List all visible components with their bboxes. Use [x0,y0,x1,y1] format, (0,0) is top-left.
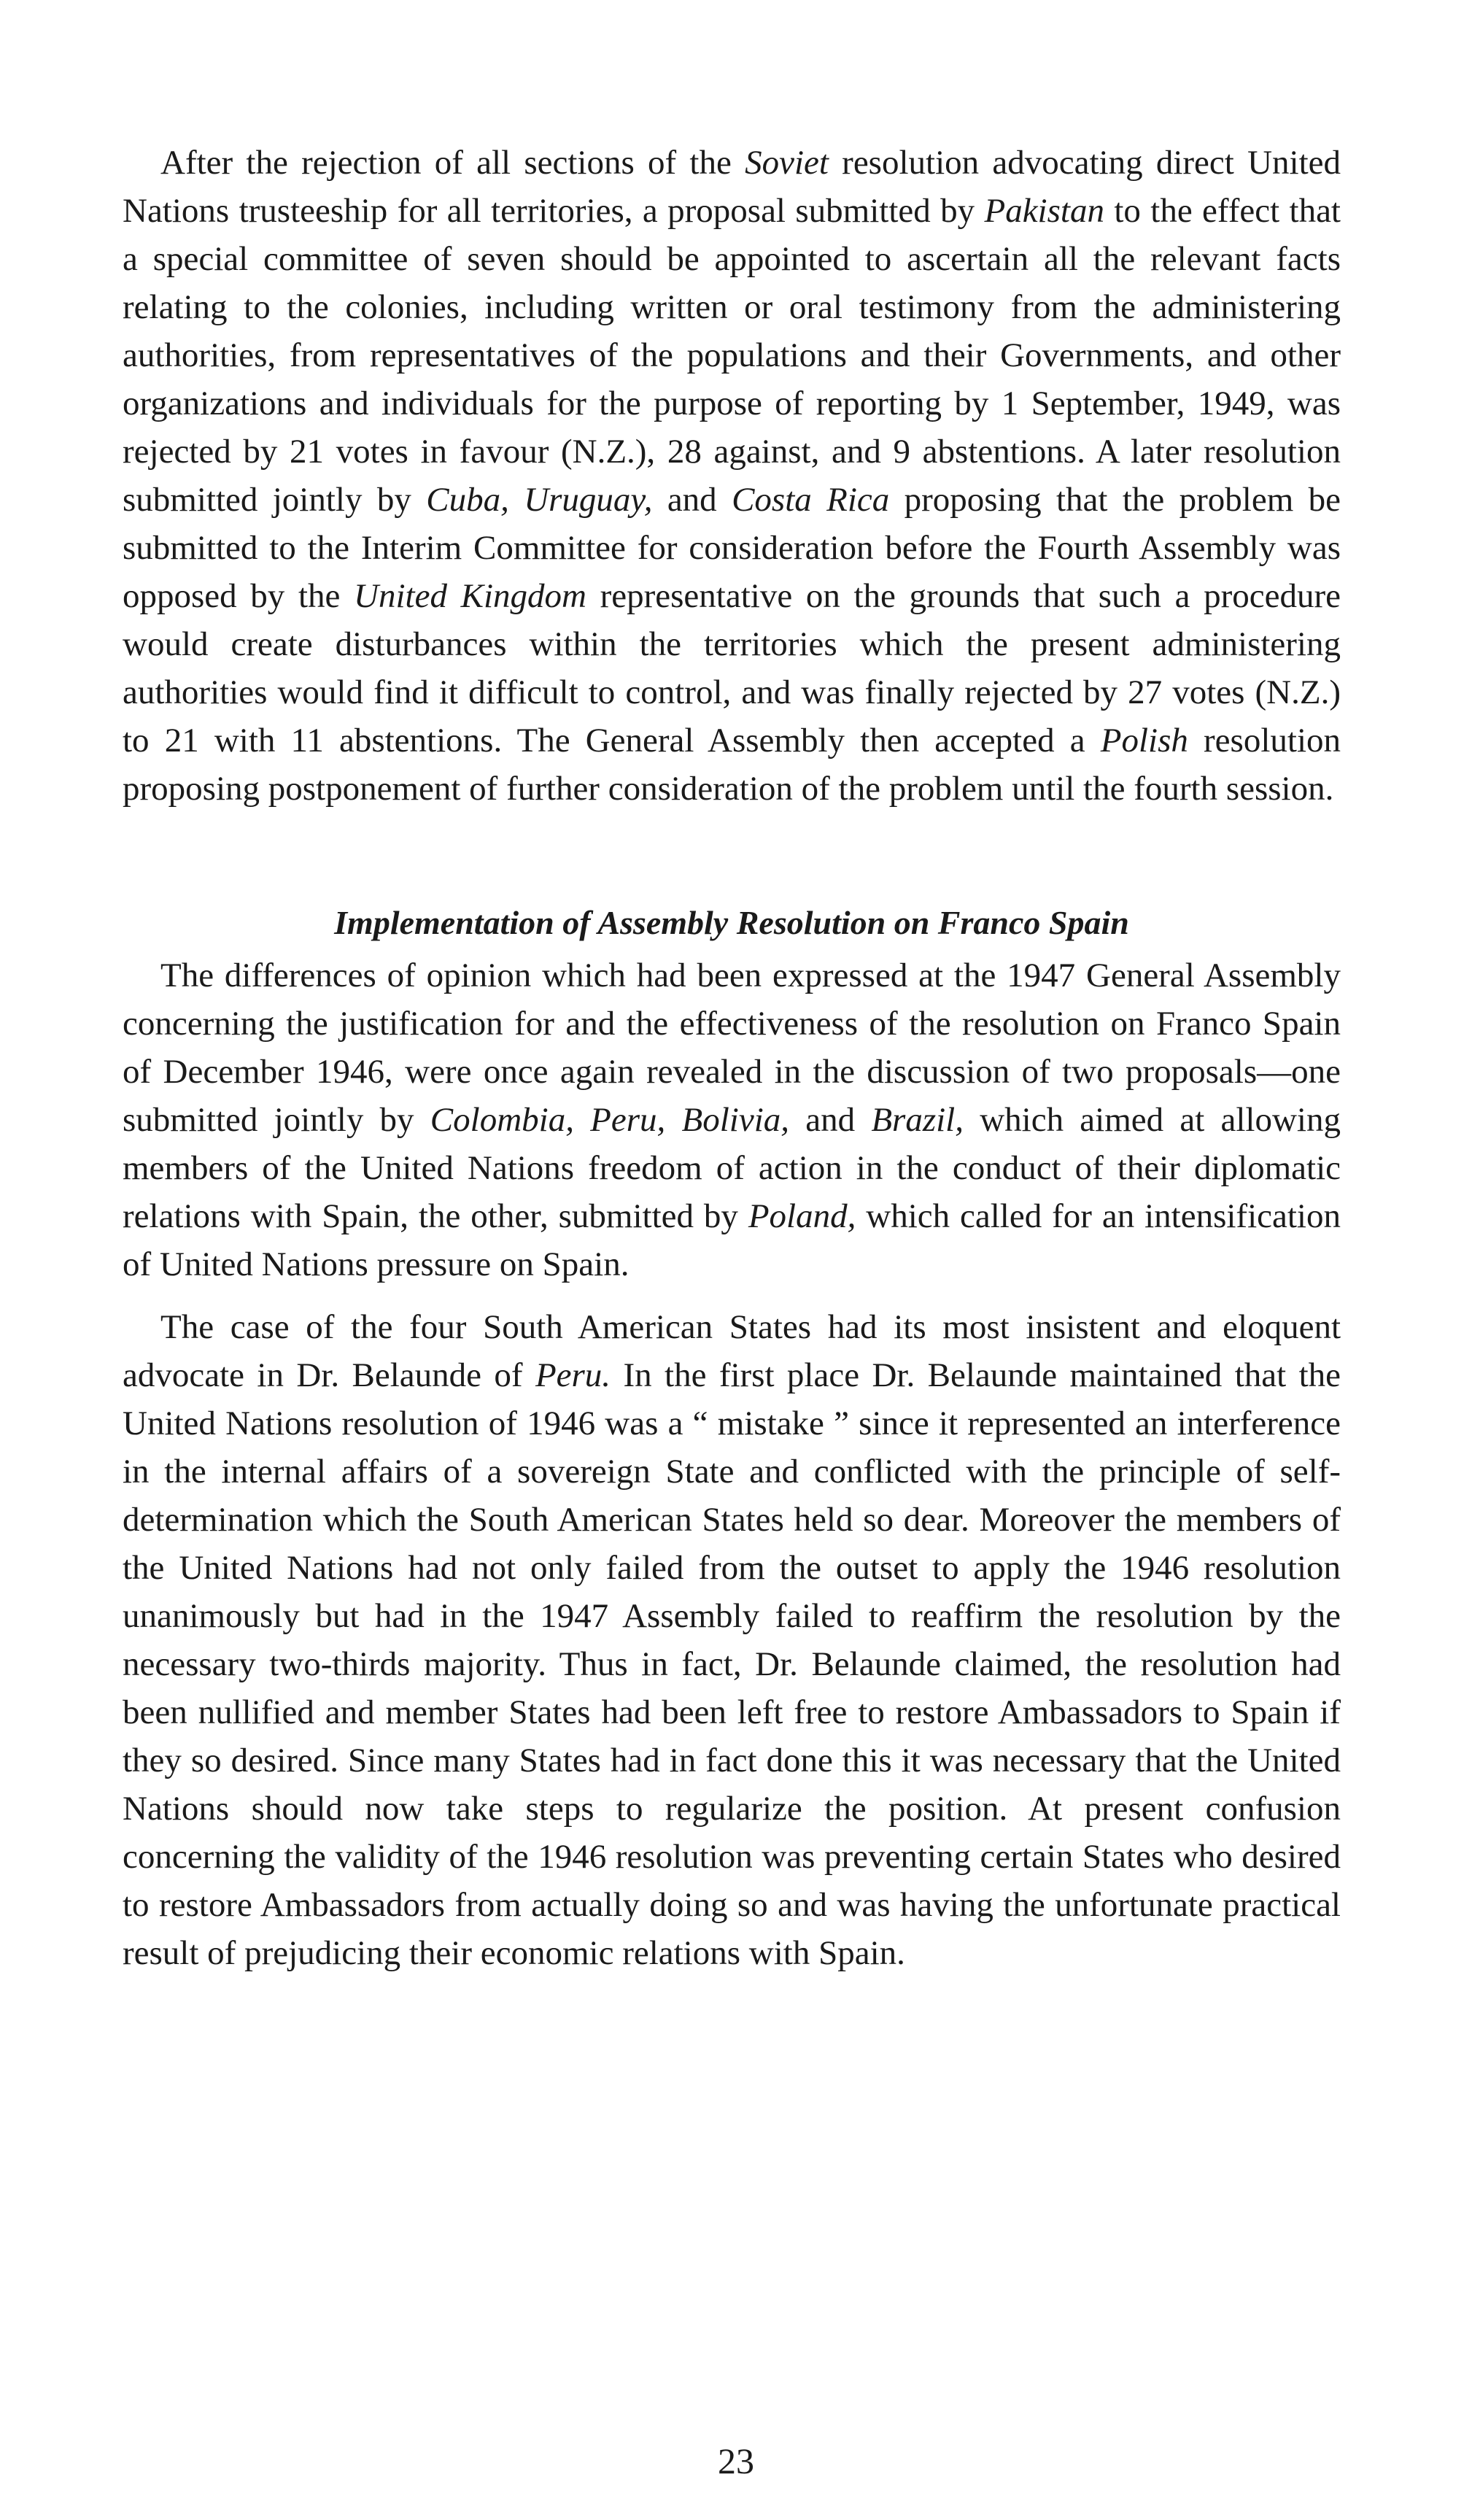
text-run: resolution advocating direct United Nations trusteeship for all territories, a proposal submitted by [123,144,1341,230]
text-run: The case of the four South American States had its most insistent and eloquent advocate in Dr. Belaunde of [123,1308,1341,1394]
text-run: The differences of opinion which had been expressed at the 1947 General Assembly concerning the justification for and the effectiveness of the resolution on Franco Spain of December 1946, were once again revealed in the discussion of two proposals—one submitted jointly by [123,956,1341,1139]
italic-text-run: Soviet [745,144,829,182]
text-run: which aimed at allowing members of the United Nations freedom of action in the conduct of their diplomatic relations with Spain, the other, submitted by [123,1101,1341,1235]
italic-text-run: Pakistan [984,192,1104,230]
italic-text-run: Peru. [535,1356,611,1394]
text-run: and [652,481,732,519]
text-run: to the effect that a special committee of seven should be appointed to ascertain all the relevant facts relating to the colonies, including written or oral testimony from the administering authorities, from representatives of the populations and their Governments, and other organizations and individuals for the purpose of reporting by 1 September, 1949, was rejected by 21 votes in favour (N.Z.), 28 against, and 9 abstentions. A later resolution submitted jointly by [123,192,1341,519]
italic-text-run: United Kingdom [354,577,586,615]
paragraph [123,139,1341,813]
text-run: After the rejection of all sections of the [160,144,745,182]
page-number: 23 [718,2440,754,2481]
text-run: and [789,1101,872,1139]
paragraph [123,951,1341,1288]
text-run: proposing that the problem be submitted to the Interim Committee for consideration before the Fourth Assembly was opposed by the [123,481,1341,615]
italic-text-run: Poland, [748,1197,856,1235]
section-heading: Implementation of Assembly Resolution on Franco Spain [334,904,1129,941]
italic-text-run: Cuba, Uruguay, [426,481,653,519]
page-body [123,139,1341,1977]
text-run: which called for an intensification of United Nations pressure on Spain. [123,1197,1341,1283]
italic-text-run: Polish [1100,722,1188,760]
italic-text-run: Costa Rica [732,481,890,519]
italic-text-run: Brazil, [871,1101,964,1139]
paragraph [123,1303,1341,1977]
text-run: representative on the grounds that such a procedure would create disturbances within the territories which the present administering authorities would find it difficult to control, and was finally rejected by 27 votes (N.Z.) to 21 with 11 abstentions. The General Assembly then accepted a [123,577,1341,760]
italic-text-run: Colombia, Peru, Bolivia, [430,1101,790,1139]
text-run: resolution proposing postponement of further consideration of the problem until the fourth session. [123,722,1341,808]
text-run: In the first place Dr. Belaunde maintained that the United Nations resolution of 1946 was a “ mistake ” since it represented an interference in the internal affairs of a sovereign State and conflicted with the principle of self-determination which the South American States held so dear. Moreover the members of the United Nations had not only failed from the outset to apply the 1946 resolution unanimously but had in the 1947 Assembly failed to reaffirm the resolution by the necessary two-thirds majority. Thus in fact, Dr. Belaunde claimed, the resolution had been nullified and member States had been left free to restore Ambassadors to Spain if they so desired. Since many States had in fact done this it was necessary that the United Nations should now take steps to regularize the position. At present confusion concerning the validity of the 1946 resolution was preventing certain States who desired to restore Ambassadors from actually doing so and was having the unfortunate practical result of prejudicing their economic relations with Spain. [123,1356,1341,1972]
